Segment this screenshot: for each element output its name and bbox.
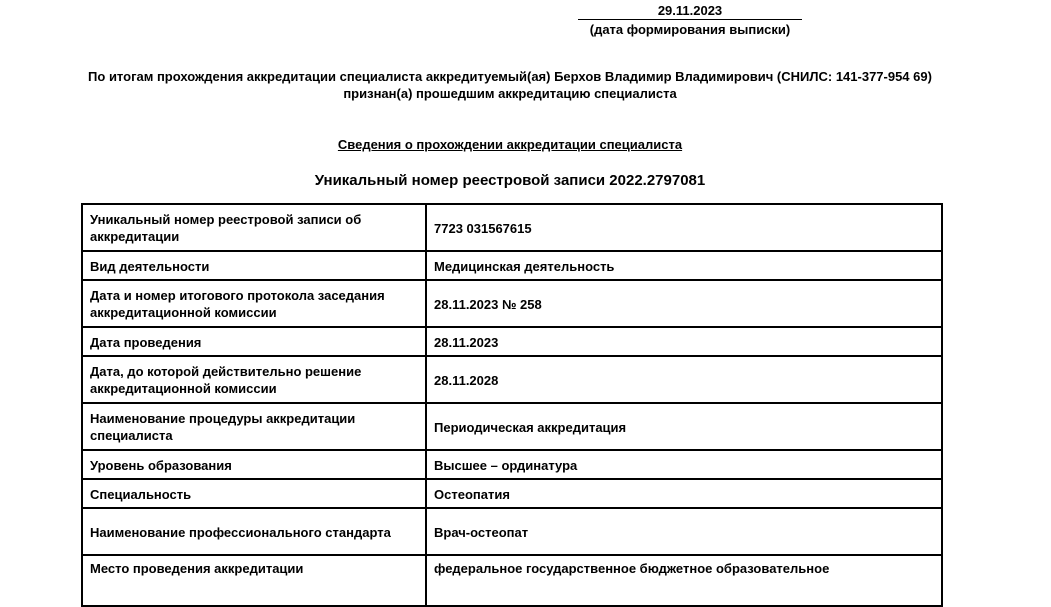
row-label: Наименование процедуры аккредитации специалиста (82, 403, 426, 450)
row-value: 7723 031567615 (426, 204, 942, 251)
accreditation-details-table (81, 203, 943, 607)
table-row (82, 356, 942, 403)
row-label: Дата, до которой действительно решение аккредитационной комиссии (82, 356, 426, 403)
row-label: Уровень образования (82, 450, 426, 479)
table-row (82, 327, 942, 356)
table-row (82, 204, 942, 251)
row-label: Специальность (82, 479, 426, 508)
row-value: Остеопатия (426, 479, 942, 508)
table-row (82, 450, 942, 479)
row-label: Наименование профессионального стандарта (82, 508, 426, 555)
row-value: Медицинская деятельность (426, 251, 942, 280)
row-label: Дата и номер итогового протокола заседания аккредитационной комиссии (82, 280, 426, 327)
extract-date-caption: (дата формирования выписки) (589, 22, 791, 37)
row-value: Периодическая аккредитация (426, 403, 942, 450)
table-row (82, 280, 942, 327)
section-title (0, 137, 1020, 153)
extract-date: 29.11.2023 (578, 3, 802, 20)
accreditation-statement: По итогам прохождения аккредитации специалиста аккредитуемый(ая) Берхов Владимир Владимирович (СНИЛС: 141-377-954 69) признан(а) прошедшим аккредитацию специалиста (88, 69, 932, 101)
row-label: Дата проведения (82, 327, 426, 356)
extract-date-block (578, 3, 802, 37)
table-row (82, 555, 942, 606)
row-value: Высшее – ординатура (426, 450, 942, 479)
table-row (82, 251, 942, 280)
row-value: федеральное государственное бюджетное образовательное (426, 555, 942, 606)
row-value: Врач-остеопат (426, 508, 942, 555)
row-value: 28.11.2023 (426, 327, 942, 356)
section-title-text: Сведения о прохождении аккредитации специалиста (337, 137, 683, 152)
table-row (82, 403, 942, 450)
row-value: 28.11.2028 (426, 356, 942, 403)
row-label: Место проведения аккредитации (82, 555, 426, 606)
row-label: Вид деятельности (82, 251, 426, 280)
table-row (82, 508, 942, 555)
row-value: 28.11.2023 № 258 (426, 280, 942, 327)
row-label: Уникальный номер реестровой записи об аккредитации (82, 204, 426, 251)
table-row (82, 479, 942, 508)
registry-number-title: Уникальный номер реестровой записи 2022.2797081 (314, 172, 706, 189)
